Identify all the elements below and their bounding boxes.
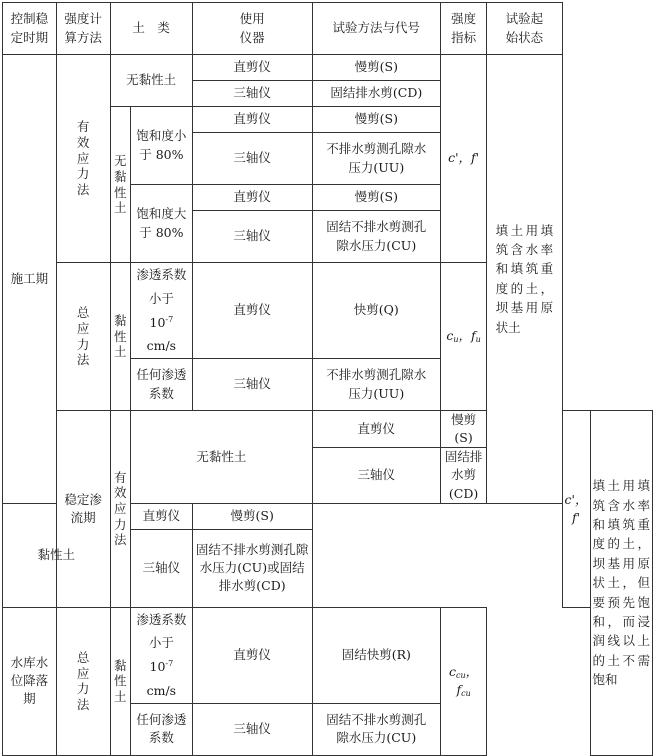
test-method-cell: 固结排水剪(CD) bbox=[440, 448, 486, 503]
test-method-cell: 固结不排水剪测孔隙水压力(CU) bbox=[312, 703, 440, 755]
soil-perm-lt: 渗透系数小于 $10^{-7}$ cm/s bbox=[131, 263, 193, 359]
test-method-cell: 不排水剪测孔隙水压力(UU) bbox=[312, 133, 440, 185]
test-method-cell: 不排水剪测孔隙水压力(UU) bbox=[312, 359, 440, 411]
test-method-cell: 慢剪(S) bbox=[312, 107, 440, 133]
instrument-cell: 直剪仪 bbox=[192, 607, 312, 703]
soil-strength-test-table bbox=[2, 2, 653, 756]
instrument-cell: 三轴仪 bbox=[131, 529, 193, 607]
period-seepage: 稳定渗流期 bbox=[56, 411, 110, 608]
test-method-cell: 固结快剪(R) bbox=[312, 607, 440, 703]
soil-sat-gt-80: 饱和度大于 80% bbox=[131, 185, 193, 263]
test-method-cell: 快剪(Q) bbox=[312, 263, 440, 359]
method-construction-total: 总应力法 bbox=[56, 263, 110, 411]
period-construction: 施工期 bbox=[3, 55, 57, 504]
test-method-cell: 固结不排水剪测孔隙水压力(CU) bbox=[312, 211, 440, 263]
header-soil-type: 土 类 bbox=[110, 3, 192, 55]
header-instrument: 使用仪器 bbox=[192, 3, 312, 55]
test-method-cell: 慢剪(S) bbox=[312, 185, 440, 211]
instrument-cell: 三轴仪 bbox=[192, 211, 312, 263]
soil-any-perm: 任何渗透系数 bbox=[131, 359, 193, 411]
test-method-cell: 固结排水剪(CD) bbox=[312, 81, 440, 107]
instrument-cell: 直剪仪 bbox=[192, 263, 312, 359]
method-construction-effective: 有效应力法 bbox=[56, 55, 110, 263]
instrument-cell: 直剪仪 bbox=[192, 55, 312, 81]
instrument-cell: 直剪仪 bbox=[192, 107, 312, 133]
instrument-cell: 直剪仪 bbox=[131, 503, 193, 529]
initial-state-construction: 填土用填筑含水率和填筑重度的土，坝基用原状土 bbox=[487, 55, 562, 504]
test-method-cell: 慢剪(S) bbox=[192, 503, 312, 529]
header-test-method: 试验方法与代号 bbox=[312, 3, 440, 55]
method-drawdown-total: 总应力法 bbox=[56, 607, 110, 755]
strength-index-seepage: c'，f' bbox=[562, 411, 590, 608]
soil-group-label: 无黏性土 bbox=[110, 107, 131, 263]
instrument-cell: 三轴仪 bbox=[192, 133, 312, 185]
soil-non-cohesive: 无黏性土 bbox=[110, 55, 192, 107]
test-method-cell: 固结不排水剪测孔隙水压力(CU)或固结排水剪(CD) bbox=[192, 529, 312, 607]
test-method-cell: 慢剪(S) bbox=[312, 55, 440, 81]
header-strength-index: 强度指标 bbox=[440, 3, 486, 55]
instrument-cell: 直剪仪 bbox=[192, 185, 312, 211]
initial-state-seepage: 填土用填筑含水率和填筑重度的土，坝基用原状土，但要预先饱和，而浸润线以上的土不需饱和 bbox=[590, 411, 653, 756]
instrument-cell: 三轴仪 bbox=[312, 448, 440, 503]
instrument-cell: 三轴仪 bbox=[192, 81, 312, 107]
soil-perm-lt: 渗透系数小于 $10^{-7}$ cm/s bbox=[131, 607, 193, 703]
header-control-period: 控制稳定时期 bbox=[3, 3, 57, 55]
instrument-cell: 直剪仪 bbox=[312, 411, 440, 448]
header-initial-state: 试验起始状态 bbox=[487, 3, 562, 55]
soil-sat-lt-80: 饱和度小于 80% bbox=[131, 107, 193, 185]
period-drawdown: 水库水位降落期 bbox=[3, 607, 57, 755]
strength-index-drawdown: $c_{cu}$，$f_{cu}$ bbox=[440, 607, 486, 755]
strength-index-construction-total: $c_u$，$f_u$ bbox=[440, 263, 486, 411]
method-seepage-effective: 有效应力法 bbox=[110, 411, 131, 608]
soil-cohesive: 黏性土 bbox=[110, 263, 131, 411]
strength-index-construction-effective: c'，f' bbox=[440, 55, 486, 263]
soil-non-cohesive: 无黏性土 bbox=[131, 411, 313, 504]
test-method-cell: 慢剪(S) bbox=[440, 411, 486, 448]
instrument-cell: 三轴仪 bbox=[192, 703, 312, 755]
soil-cohesive: 黏性土 bbox=[3, 503, 111, 607]
soil-any-perm: 任何渗透系数 bbox=[131, 703, 193, 755]
instrument-cell: 三轴仪 bbox=[192, 359, 312, 411]
header-calc-method: 强度计算方法 bbox=[56, 3, 110, 55]
soil-cohesive: 黏性土 bbox=[110, 607, 131, 755]
